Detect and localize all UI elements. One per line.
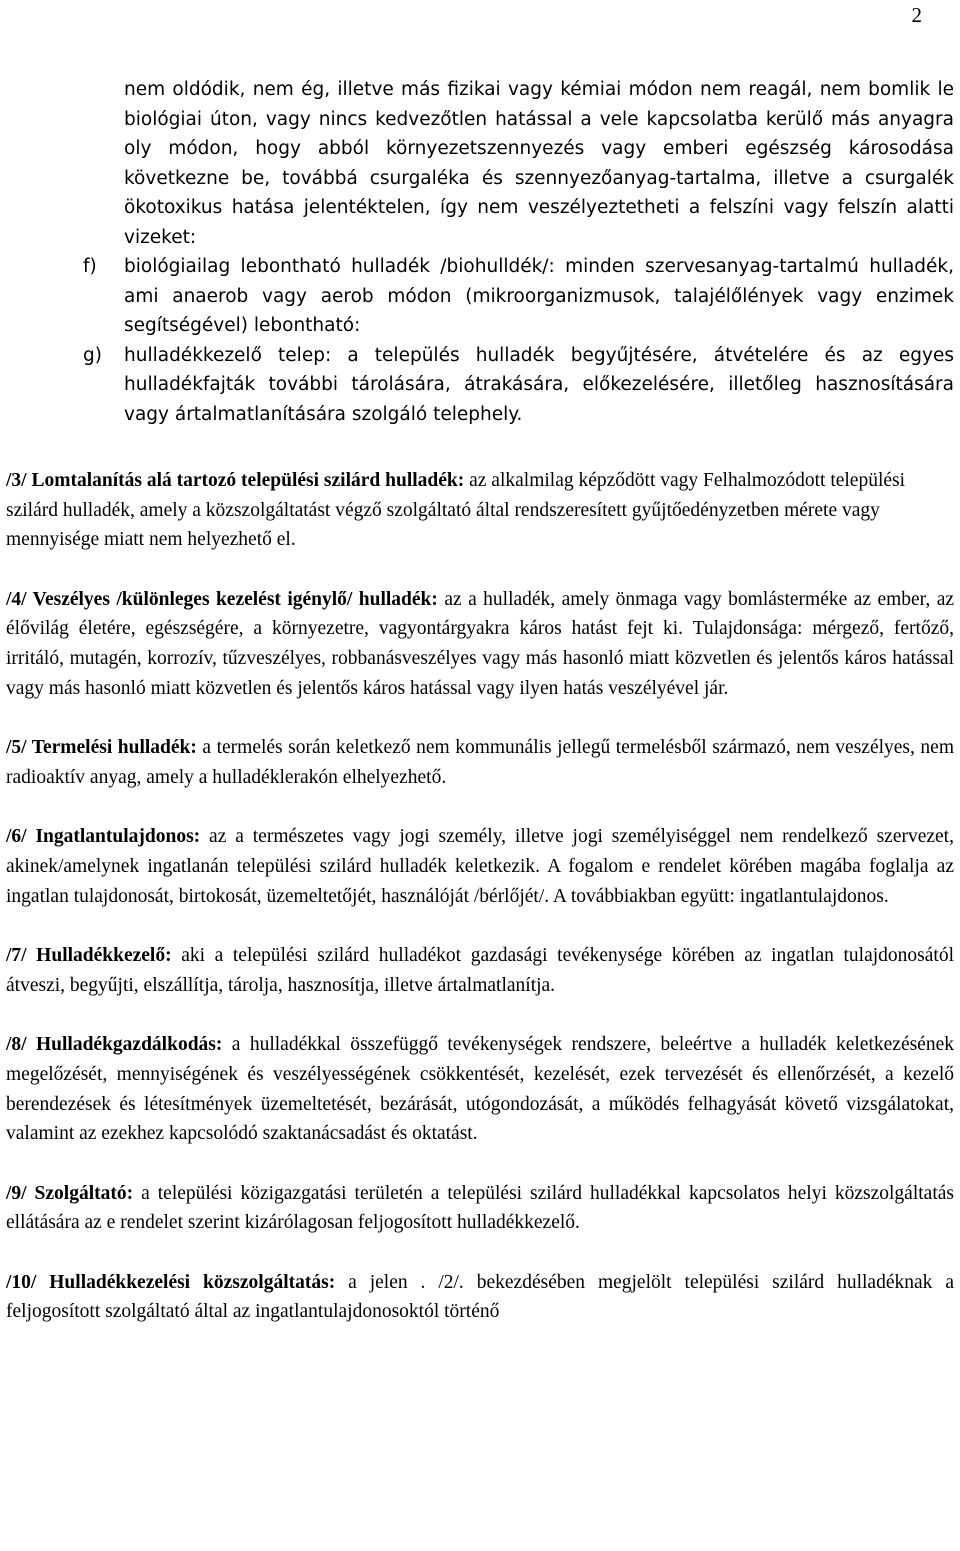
definition-term: /3/ Lomtalanítás alá tartozó települési szilárd hulladék: <box>6 470 465 491</box>
definition-3 <box>6 466 954 555</box>
list-marker: g) <box>83 344 102 366</box>
definition-text: az alkalmilag képződött vagy Felhalmozódott települési szilárd hulladék, amely a közszolgáltatást végző szolgáltató által rendszeresített gyűjtőedényzetben mérete vagy mennyisége miatt nem helyezhető el. <box>6 470 906 551</box>
definition-10 <box>6 1268 954 1327</box>
definitions-section <box>6 466 954 1357</box>
definition-term: /6/ Ingatlantulajdonos: <box>6 826 201 848</box>
definition-8 <box>6 1030 954 1148</box>
page-number: 2 <box>911 3 922 27</box>
definition-term: /4/ Veszélyes /különleges kezelést igénylő/ hulladék: <box>6 588 438 610</box>
list-item-text: hulladékkezelő telep: a település hulladék begyűjtésére, átvételére és az egyes hulladékfajták további tárolására, átrakására, előkezelésére, illetőleg hasznosítására vagy ártalmatlanítására szolgáló telephely. <box>124 344 954 425</box>
intro-continuation: nem oldódik, nem ég, illetve más fizikai vagy kémiai módon nem reagál, nem bomlik le biológiai úton, vagy nincs kedvezőtlen hatással a vele kapcsolatba kerülő más anyagra oly módon, hogy abból környezetszennyezés vagy emberi egészség károsodása következne be, továbbá csurgaléka és szennyezőanyag-tartalma, illetve a csurgalék ökotoxikus hatása jelentéktelen, így nem veszélyeztetheti a felszíni vagy felszín alatti vizeket: <box>124 79 954 248</box>
definition-text: a települési közigazgatási területén a települési szilárd hulladékkal kapcsolatos helyi közszolgáltatás ellátására az e rendelet szerint kizárólagosan feljogosított hulladékkezelő. <box>6 1182 954 1234</box>
definition-term: /8/ Hulladékgazdálkodás: <box>6 1034 223 1056</box>
list-item-text: biológiailag lebontható hulladék /biohulldék/: minden szervesanyag-tartalmú hulladék, ami anaerob vagy aerob módon (mikroorganizmusok, talajélőlények vagy enzimek segítségével) lebontható: <box>124 256 954 336</box>
definition-text: az a természetes vagy jogi személy, illetve jogi személyiséggel nem rendelkező szervezet, akinek/amelynek ingatlanán települési szilárd hulladék keletkezik. A fogalom e rendelet körében magába foglalja az ingatlan tulajdonosát, birtokosát, üzemeltetőjét, használóját /bérlőjét/. A továbbiakban együtt: ingatlantulajdonos. <box>6 826 954 907</box>
definition-text: a termelés során keletkező nem kommunális jellegű termelésből származó, nem veszélyes, nem radioaktív anyag, amely a hulladéklerakón elhelyezhető. <box>6 737 954 788</box>
definition-term: /7/ Hulladékkezelő: <box>6 945 172 967</box>
definition-9 <box>6 1179 954 1238</box>
list-marker: f) <box>83 256 97 277</box>
definition-text: az a hulladék, amely önmaga vagy bomlásterméke az ember, az élővilág életére, egészségére, a környezetre, vagyontárgyakra káros hatást fejt ki. Tulajdonsága: mérgező, fertőző, irritáló, mutagén, korrozív, tűzveszélyes, robbanásveszélyes vagy más hasonló miatt közvetlen és jelentős káros hatással vagy más hasonló miatt közvetlen és jelentős káros hatással vagy ilyen hatás veszélyével jár. <box>6 588 955 699</box>
definition-text: aki a települési szilárd hulladékot gazdasági tevékenysége körében az ingatlan tulajdonosától átveszi, begyűjti, elszállítja, tárolja, hasznosítja, illetve ártalmatlanítja. <box>6 945 954 996</box>
definition-term: /10/ Hulladékkezelési közszolgáltatás: <box>6 1271 336 1293</box>
intro-section <box>83 75 954 429</box>
definition-6 <box>6 822 954 911</box>
list-item-g <box>83 341 954 430</box>
definition-text: a hulladékkal összefüggő tevékenységek rendszere, beleértve a hulladék keletkezésének megelőzését, mennyiségének és veszélyességének csökkentését, kezelését, ezek tervezését és ellenőrzését, a kezelő berendezések és létesítmények üzemeltetését, bezárását, utógondozását, a működés felhagyását követő vizsgálatokat, valamint az ezekhez kapcsolódó szaktanácsadást és oktatást. <box>6 1034 954 1145</box>
definition-5 <box>6 733 954 792</box>
list-item-f <box>83 252 954 341</box>
definition-term: /9/ Szolgáltató: <box>6 1182 134 1204</box>
definition-4 <box>6 585 954 703</box>
definition-7 <box>6 941 954 1000</box>
definition-text: a jelen . /2/. bekezdésében megjelölt települési szilárd hulladéknak a feljogosított szolgáltató által az ingatlantulajdonosoktól történő <box>6 1271 954 1323</box>
definition-term: /5/ Termelési hulladék: <box>6 737 197 759</box>
